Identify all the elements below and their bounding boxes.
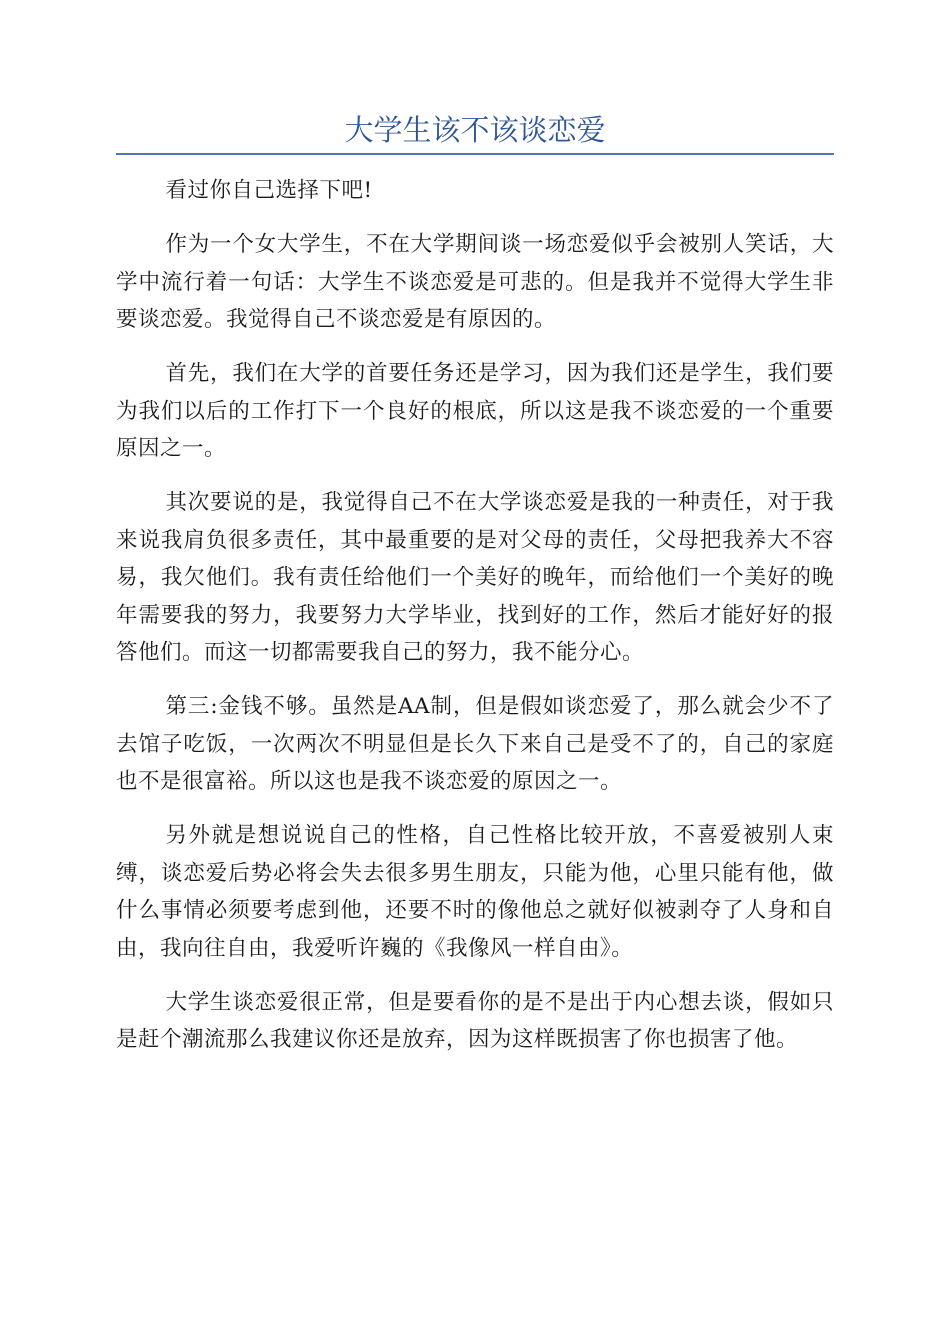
paragraph: 大学生谈恋爱很正常，但是要看你的是不是出于内心想去谈，假如只是赶个潮流那么我建议你还是放弃，因为这样既损害了你也损害了他。 xyxy=(116,989,834,1052)
paragraph: 另外就是想说说自己的性格，自己性格比较开放，不喜爱被别人束缚，谈恋爱后势必将会失去很多男生朋友，只能为他，心里只能有他，做什么事情必须要考虑到他，还要不时的像他总之就好似被剥夺了人身和自由，我向往自由，我爱听许巍的《我像风一样自由》。 xyxy=(116,823,834,961)
paragraph: 作为一个女大学生，不在大学期间谈一场恋爱似乎会被别人笑话，大学中流行着一句话：大学生不谈恋爱是可悲的。但是我并不觉得大学生非要谈恋爱。我觉得自己不谈恋爱是有原因的。 xyxy=(116,232,834,332)
paragraph: 其次要说的是，我觉得自己不在大学谈恋爱是我的一种责任，对于我来说我肩负很多责任，其中最重要的是对父母的责任，父母把我养大不容易，我欠他们。我有责任给他们一个美好的晚年，而给他们一个美好的晚年需要我的努力，我要努力大学毕业，找到好的工作，然后才能好好的报答他们。而这一切都需要我自己的努力，我不能分心。 xyxy=(116,490,834,665)
paragraph: 第三:金钱不够。虽然是AA制，但是假如谈恋爱了，那么就会少不了去馆子吃饭，一次两次不明显但是长久下来自己是受不了的，自己的家庭也不是很富裕。所以这也是我不谈恋爱的原因之一。 xyxy=(116,694,834,794)
paragraph: 首先，我们在大学的首要任务还是学习，因为我们还是学生，我们要为我们以后的工作打下一个良好的根底，所以这是我不谈恋爱的一个重要原因之一。 xyxy=(116,361,834,461)
title-underline xyxy=(116,153,834,155)
paragraph: 看过你自己选择下吧! xyxy=(165,178,373,203)
document-body xyxy=(116,172,834,1075)
document-title: 大学生该不该谈恋爱 xyxy=(344,113,606,147)
